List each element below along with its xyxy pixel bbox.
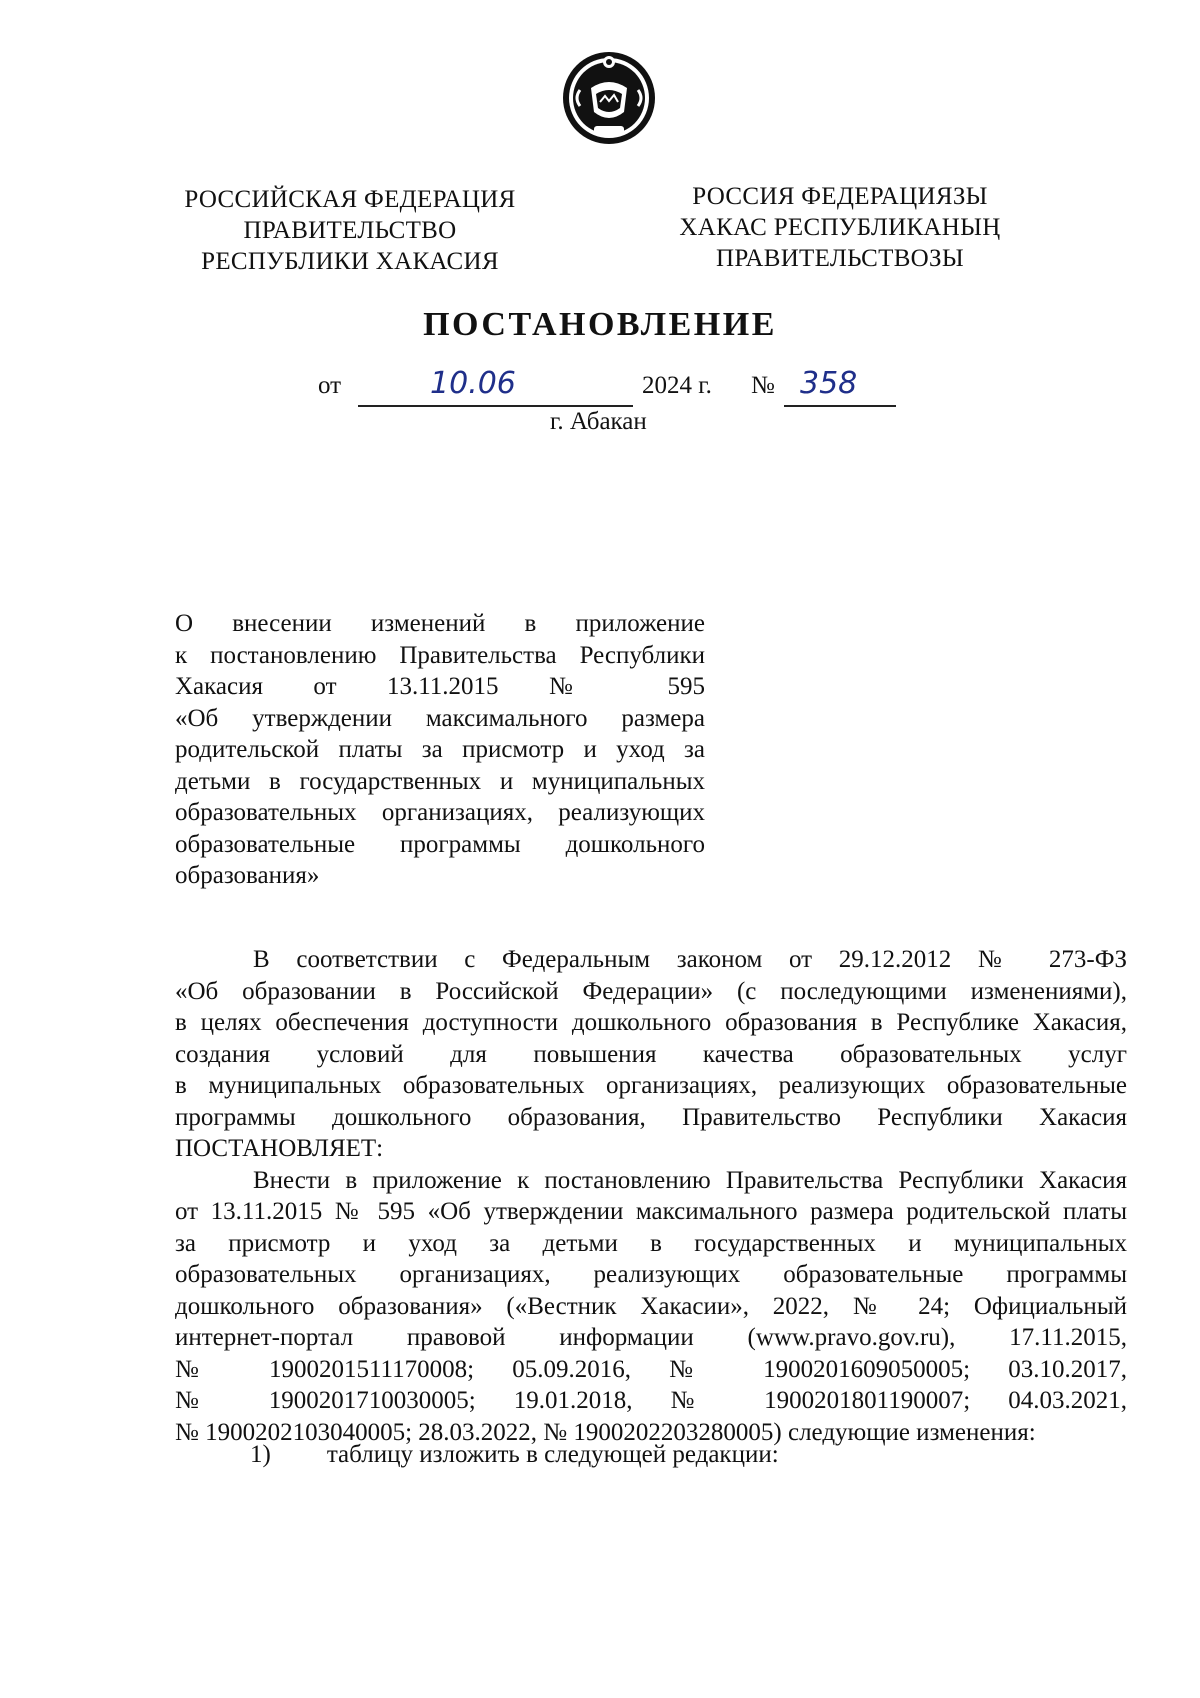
header-left xyxy=(150,184,550,277)
header-right-line: ХАКАС РЕСПУБЛИКАНЫҢ xyxy=(679,214,1001,241)
paragraph-resolution xyxy=(175,1165,1127,1449)
body-line: В соответствии с Федеральным законом от 29.12.2012 № 273-ФЗ xyxy=(253,946,1127,973)
number-handwritten: 358 xyxy=(800,366,858,401)
body-line: в целях обеспечения доступности дошкольного образования в Республике Хакасия, xyxy=(175,1009,1127,1036)
subject-line: О внесении изменений в приложение xyxy=(175,610,705,637)
body-line: образовательных организациях, реализующих образовательные программы xyxy=(175,1261,1127,1288)
body-line: № 1900201710030005; 19.01.2018, № 1900201801190007; 04.03.2021, xyxy=(175,1387,1127,1414)
item-text: таблицу изложить в следующей редакции: xyxy=(326,1441,779,1468)
subject-line: образовательные программы дошкольного xyxy=(175,830,705,858)
subject-line: детьми в государственных и муниципальных xyxy=(175,767,705,795)
date-prefix: от xyxy=(318,372,342,399)
coat-of-arms-icon xyxy=(558,46,660,150)
city: г. Абакан xyxy=(550,408,647,435)
header-left-line: ПРАВИТЕЛЬСТВО xyxy=(243,217,457,244)
subject-line: образования» xyxy=(175,862,320,889)
header-right xyxy=(640,181,1040,274)
list-item xyxy=(250,1441,835,1469)
subject-line: Хакасия от 13.11.2015 № 595 xyxy=(175,673,705,700)
header-left-line: РОССИЙСКАЯ ФЕДЕРАЦИЯ xyxy=(184,186,516,213)
body-line: создания условий для повышения качества образовательных услуг xyxy=(175,1040,1127,1068)
date-number-row xyxy=(318,366,918,408)
body-line: ПОСТАНОВЛЯЕТ: xyxy=(175,1135,384,1162)
body-line: программы дошкольного образования, Правительство Республики Хакасия xyxy=(175,1103,1127,1131)
body-line: «Об образовании в Российской Федерации» (с последующими изменениями), xyxy=(175,977,1127,1005)
header-right-line: ПРАВИТЕЛЬСТВОЗЫ xyxy=(716,245,964,272)
paragraph-preamble xyxy=(175,944,1127,1165)
number-underline xyxy=(784,405,896,407)
body-line: интернет-портал правовой информации (www.pravo.gov.ru), 17.11.2015, xyxy=(175,1324,1127,1351)
document-body xyxy=(175,944,1127,1448)
body-line: № 1900201511170008; 05.09.2016, № 1900201609050005; 03.10.2017, xyxy=(175,1355,1127,1383)
subject-line: родительской платы за присмотр и уход за xyxy=(175,736,705,763)
header-left-line: РЕСПУБЛИКИ ХАКАСИЯ xyxy=(201,248,499,275)
subject-line: к постановлению Правительства Республики xyxy=(175,641,705,669)
date-handwritten: 10.06 xyxy=(430,366,516,401)
date-year: 2024 г. xyxy=(642,372,712,399)
body-line: № 1900202103040005; 28.03.2022, № 1900202203280005) следующие изменения: xyxy=(175,1418,1036,1446)
subject-line: «Об утверждении максимального размера xyxy=(175,704,705,732)
body-line: дошкольного образования» («Вестник Хакасии», 2022, № 24; Официальный xyxy=(175,1292,1127,1320)
document-subject xyxy=(175,608,705,892)
item-number: 1) xyxy=(250,1441,271,1468)
date-underline xyxy=(358,405,633,407)
body-line: Внести в приложение к постановлению Правительства Республики Хакасия xyxy=(253,1166,1127,1194)
header-right-line: РОССИЯ ФЕДЕРАЦИЯЗЫ xyxy=(692,183,988,210)
body-line: от 13.11.2015 № 595 «Об утверждении максимального размера родительской платы xyxy=(175,1198,1127,1225)
body-line: за присмотр и уход за детьми в государственных и муниципальных xyxy=(175,1229,1127,1257)
number-label: № xyxy=(751,372,775,399)
body-line: в муниципальных образовательных организациях, реализующих образовательные xyxy=(175,1072,1127,1099)
document-title: ПОСТАНОВЛЕНИЕ xyxy=(423,306,777,343)
subject-line: образовательных организациях, реализующих xyxy=(175,799,705,826)
